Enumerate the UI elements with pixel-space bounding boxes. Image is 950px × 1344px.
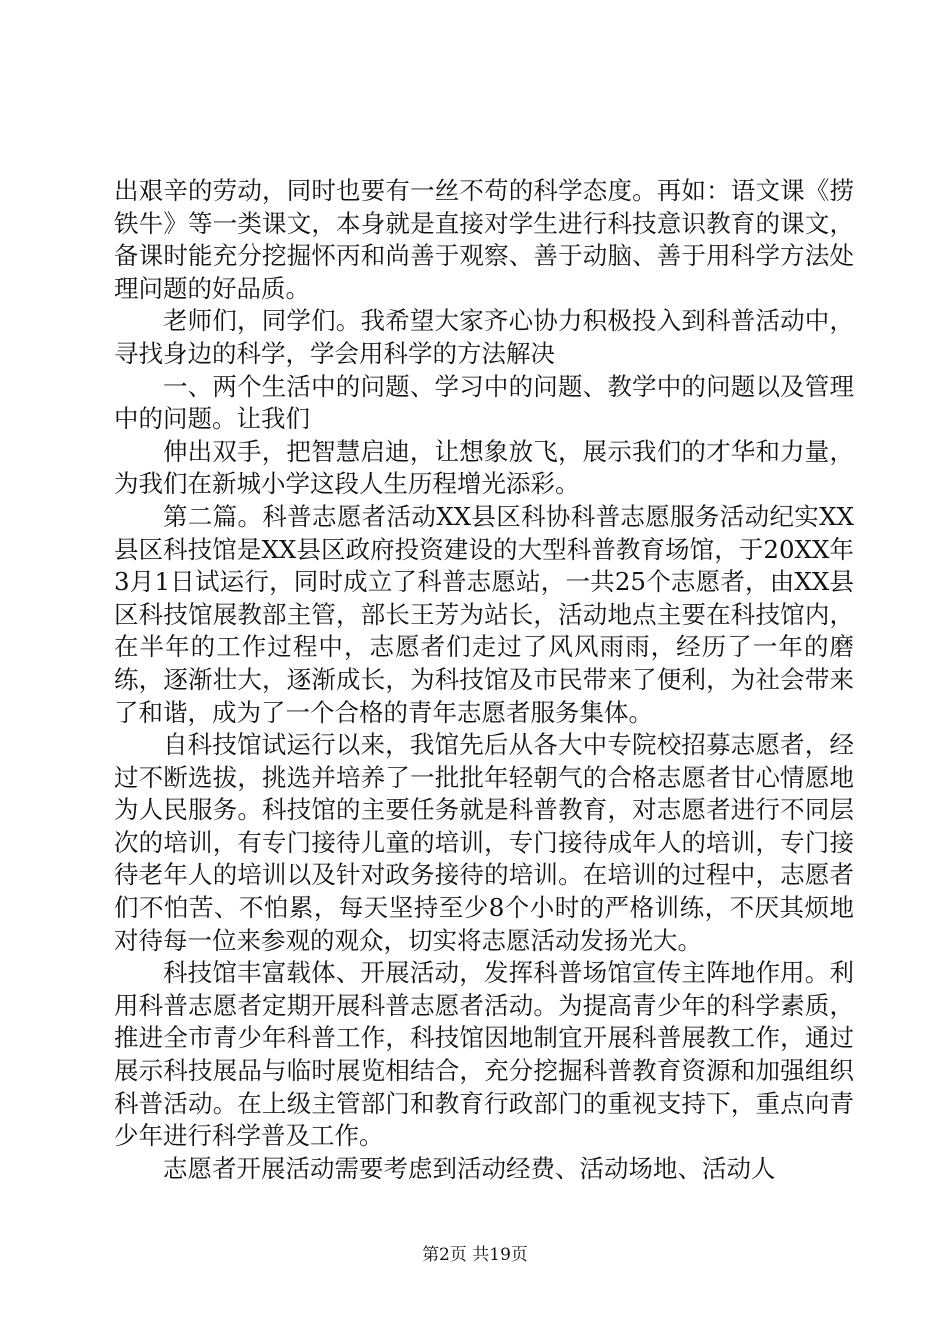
paragraph-4: 伸出双手，把智慧启迪，让想象放飞，展示我们的才华和力量，为我们在新城小学这段人生历程增光添彩。 bbox=[114, 436, 854, 499]
document-body bbox=[114, 175, 854, 1185]
paragraph-2: 老师们，同学们。我希望大家齐心协力积极投入到科普活动中，寻找身边的科学，学会用科学的方法解决 bbox=[114, 306, 854, 368]
paragraph-8: 志愿者开展活动需要考虑到活动经费、活动场地、活动人 bbox=[163, 1153, 776, 1183]
paragraph-6: 自科技馆试运行以来，我馆先后从各大中专院校招募志愿者，经过不断选拔，挑选并培养了一批批年轻朝气的合格志愿者甘心情愿地为人民服务。科技馆的主要任务就是科普教育，对志愿者进行不同层次的培训，有专门接待儿童的培训，专门接待成年人的培训，专门接待老年人的培训以及针对政务接待的培训。在培训的过程中，志愿者们不怕苦、不怕累，每天坚持至少8个小时的严格训练，不厌其烦地对待每一位来参观的观众，切实将志愿活动发扬光大。 bbox=[114, 730, 854, 955]
paragraph-1: 出艰辛的劳动，同时也要有一丝不苟的科学态度。再如：语文课《捞铁牛》等一类课文，本身就是直接对学生进行科技意识教育的课文，备课时能充分挖掘怀丙和尚善于观察、善于动脑、善于用科学方法处理问题的好品质。 bbox=[114, 176, 854, 303]
paragraph-7: 科技馆丰富载体、开展活动，发挥科普场馆宣传主阵地作用。利用科普志愿者定期开展科普志愿者活动。为提高青少年的科学素质，推进全市青少年科普工作，科技馆因地制宜开展科普展教工作，通过展示科技展品与临时展览相结合，充分挖掘科普教育资源和加强组织科普活动。在上级主管部门和教育行政部门的重视支持下，重点向青少年进行科学普及工作。 bbox=[114, 958, 854, 1151]
paragraph-3: 一、两个生活中的问题、学习中的问题、教学中的问题以及管理中的问题。让我们 bbox=[114, 371, 854, 434]
page-footer: 第2页 共19页 bbox=[422, 1245, 528, 1265]
paragraph-5: 第二篇。科普志愿者活动XX县区科协科普志愿服务活动纪实XX县区科技馆是XX县区政府投资建设的大型科普教育场馆，于20XX年3月1日试运行，同时成立了科普志愿站，一共25个志愿者，由XX县区科技馆展教部主管，部长王芳为站长，活动地点主要在科技馆内，在半年的工作过程中，志愿者们走过了风风雨雨，经历了一年的磨练，逐渐壮大，逐渐成长，为科技馆及市民带来了便利，为社会带来了和谐，成为了一个合格的青年志愿者服务集体。 bbox=[114, 501, 854, 727]
